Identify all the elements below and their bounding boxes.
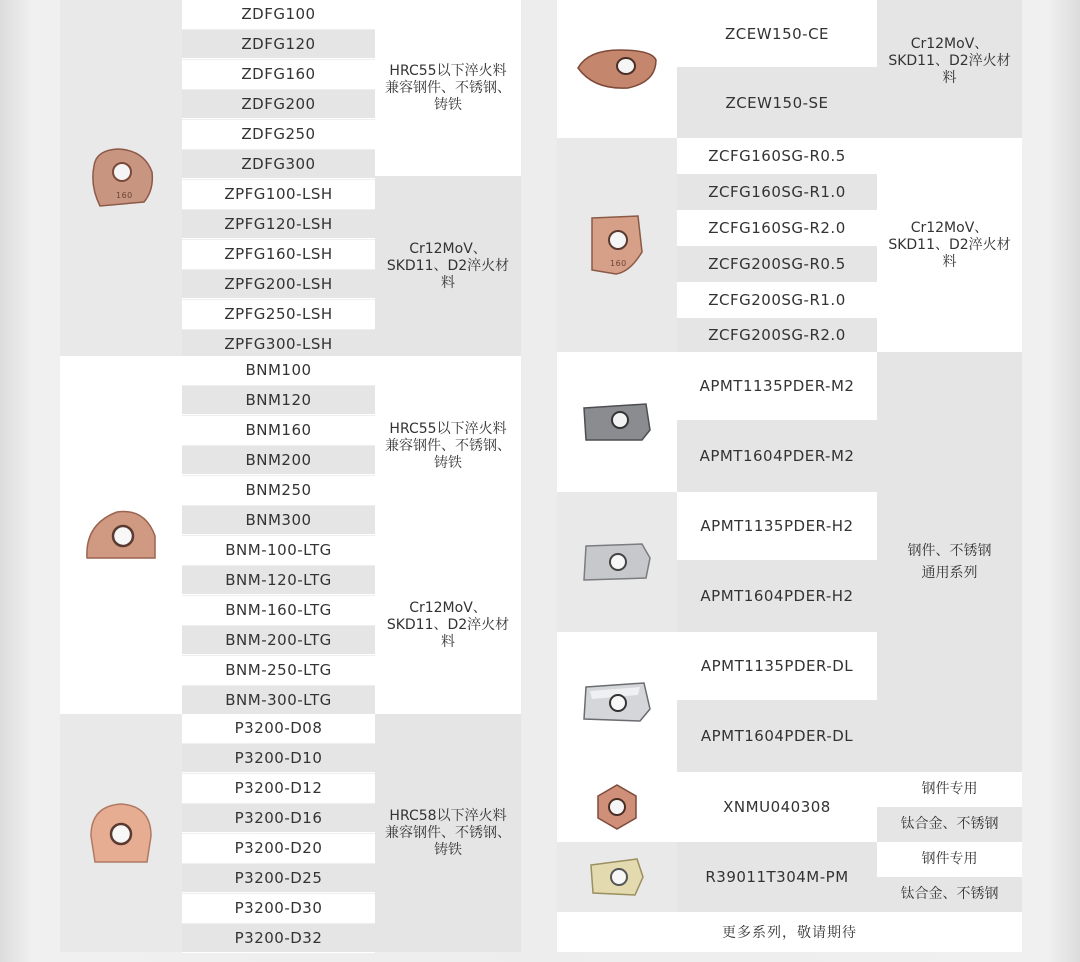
model-cell: ZPFG160-LSH bbox=[182, 240, 375, 269]
model-cell: BNM-120-LTG bbox=[182, 566, 375, 595]
model-cell: APMT1135PDER-M2 bbox=[677, 352, 877, 420]
model-cell: BNM-200-LTG bbox=[182, 626, 375, 655]
model-cell: ZPFG250-LSH bbox=[182, 300, 375, 329]
model-cell: ZPFG120-LSH bbox=[182, 210, 375, 239]
model-cell: ZDFG120 bbox=[182, 30, 375, 59]
group-image-p3200 bbox=[60, 714, 182, 952]
group-image-zdfg bbox=[60, 0, 182, 356]
model-cell: BNM100 bbox=[182, 356, 375, 385]
model-cell: ZCFG160SG-R0.5 bbox=[677, 138, 877, 174]
group-image-bnm bbox=[60, 356, 182, 714]
model-cell: ZCFG200SG-R0.5 bbox=[677, 246, 877, 282]
copper-round-insert-icon bbox=[86, 146, 156, 210]
left-product-table bbox=[60, 0, 521, 952]
group-image-zcfg bbox=[557, 138, 677, 352]
model-cell: ZPFG300-LSH bbox=[182, 330, 375, 359]
svg-text:160: 160 bbox=[610, 259, 627, 268]
group-image-apmt-h2 bbox=[557, 492, 677, 632]
model-cell: BNM-100-LTG bbox=[182, 536, 375, 565]
copper-oval-insert-icon bbox=[574, 46, 660, 92]
material-note-zdfg: HRC55以下淬火料兼容钢件、不锈钢、铸铁 bbox=[375, 0, 521, 176]
model-cell: ZDFG250 bbox=[182, 120, 375, 149]
model-cell: ZCEW150-CE bbox=[677, 0, 877, 67]
more-series-footer: 更多系列，敬请期待 bbox=[557, 912, 1022, 952]
model-cell: BNM160 bbox=[182, 416, 375, 445]
silver-apmt-insert-icon bbox=[580, 540, 654, 584]
model-cell: P3200-D32 bbox=[182, 924, 375, 953]
model-cell: P3200-D25 bbox=[182, 864, 375, 893]
model-cell: BNM120 bbox=[182, 386, 375, 415]
model-cell: R39011T304M-PM bbox=[677, 842, 877, 912]
chrome-apmt-insert-icon bbox=[580, 679, 654, 725]
model-cell: ZDFG300 bbox=[182, 150, 375, 179]
copper-trigon-insert-icon bbox=[592, 782, 642, 832]
model-cell: ZCFG200SG-R2.0 bbox=[677, 318, 877, 352]
model-cell: P3200-D20 bbox=[182, 834, 375, 863]
model-cell: BNM-250-LTG bbox=[182, 656, 375, 685]
model-cell: ZDFG160 bbox=[182, 60, 375, 89]
group-image-zcew bbox=[557, 0, 677, 138]
material-note-xnmu-ti: 钛合金、不锈钢 bbox=[877, 807, 1022, 842]
gold-insert-icon bbox=[587, 855, 647, 899]
model-cell: P3200-D16 bbox=[182, 804, 375, 833]
model-cell: XNMU040308 bbox=[677, 772, 877, 842]
model-cell: BNM-300-LTG bbox=[182, 686, 375, 715]
right-product-table bbox=[557, 0, 1022, 952]
model-cell: ZCFG160SG-R1.0 bbox=[677, 174, 877, 210]
model-cell: APMT1135PDER-DL bbox=[677, 632, 877, 700]
material-note-xnmu-steel: 钢件专用 bbox=[877, 772, 1022, 807]
copper-ball-nose-insert-icon bbox=[83, 506, 159, 564]
material-note-apmt: 钢件、不锈钢通用系列 bbox=[877, 352, 1022, 772]
group-image-apmt-m2 bbox=[557, 352, 677, 492]
model-cell: BNM-160-LTG bbox=[182, 596, 375, 625]
model-cell: ZCFG200SG-R1.0 bbox=[677, 282, 877, 318]
material-note-zcfg: Cr12MoV、SKD11、D2淬火材料 bbox=[877, 138, 1022, 352]
material-note-zcew: Cr12MoV、SKD11、D2淬火材料 bbox=[877, 0, 1022, 138]
material-note-bnm-ltg: Cr12MoV、SKD11、D2淬火材料 bbox=[375, 536, 521, 714]
model-cell: ZPFG100-LSH bbox=[182, 180, 375, 209]
material-note-r39011-steel: 钢件专用 bbox=[877, 842, 1022, 877]
model-cell: APMT1135PDER-H2 bbox=[677, 492, 877, 560]
model-cell: APMT1604PDER-DL bbox=[677, 700, 877, 772]
model-cell: APMT1604PDER-M2 bbox=[677, 420, 877, 492]
material-note-p3200: HRC58以下淬火料兼容钢件、不锈钢、铸铁 bbox=[375, 714, 521, 952]
model-cell: P3200-D30 bbox=[182, 894, 375, 923]
model-cell: P3200-D12 bbox=[182, 774, 375, 803]
model-cell: ZPFG200-LSH bbox=[182, 270, 375, 299]
model-cell: ZCFG160SG-R2.0 bbox=[677, 210, 877, 246]
model-cell: ZDFG200 bbox=[182, 90, 375, 119]
group-image-apmt-dl bbox=[557, 632, 677, 772]
model-cell: BNM200 bbox=[182, 446, 375, 475]
material-note-zpfg: Cr12MoV、SKD11、D2淬火材料 bbox=[375, 176, 521, 356]
model-cell: ZDFG100 bbox=[182, 0, 375, 29]
model-cell: APMT1604PDER-H2 bbox=[677, 560, 877, 632]
model-cell: P3200-D10 bbox=[182, 744, 375, 773]
model-cell: BNM300 bbox=[182, 506, 375, 535]
copper-square-insert-icon bbox=[586, 212, 648, 278]
group-image-xnmu bbox=[557, 772, 677, 842]
model-cell: BNM250 bbox=[182, 476, 375, 505]
copper-round-insert-icon bbox=[85, 800, 157, 866]
gray-apmt-insert-icon bbox=[580, 400, 654, 444]
material-note-bnm: HRC55以下淬火料兼容钢件、不锈钢、铸铁 bbox=[375, 356, 521, 536]
svg-text:160: 160 bbox=[116, 191, 133, 200]
model-cell: ZCEW150-SE bbox=[677, 67, 877, 138]
group-image-r39011 bbox=[557, 842, 677, 912]
material-note-r39011-ti: 钛合金、不锈钢 bbox=[877, 877, 1022, 912]
model-cell: P3200-D08 bbox=[182, 714, 375, 743]
